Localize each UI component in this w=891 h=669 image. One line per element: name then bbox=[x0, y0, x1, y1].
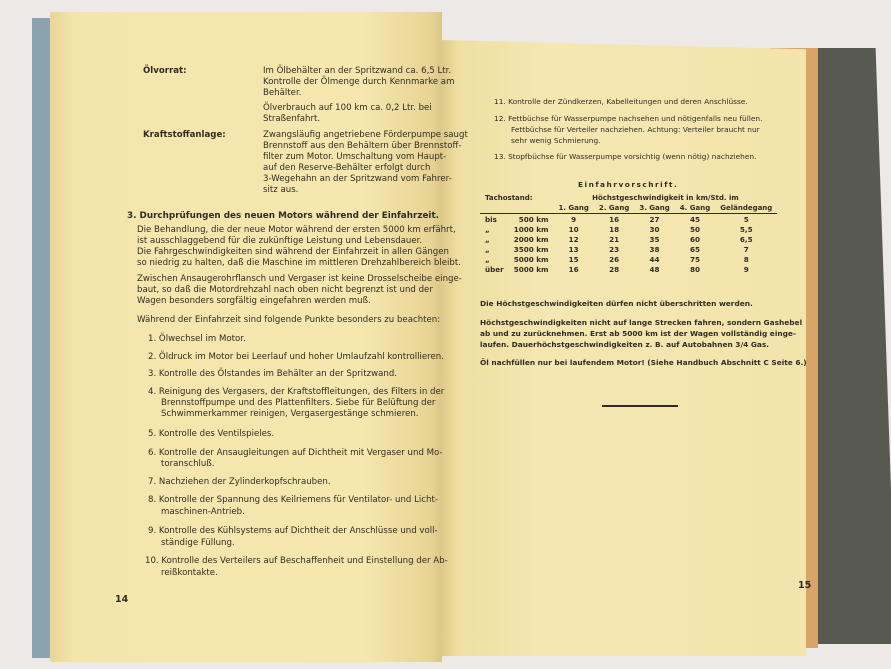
list-item: 12. Fettbüchse für Wasserpumpe nachsehen und nötigenfalls neu füllen. bbox=[494, 114, 763, 123]
note-oil: Öl nachfüllen nur bei laufendem Motor! (Siehe Handbuch Abschnitt C Seite 6.) bbox=[480, 358, 807, 367]
paragraph-line: baut, so daß die Motordrehzahl nach oben nicht begrenzt ist und der bbox=[137, 285, 433, 295]
tachostand-header: Tachostand: bbox=[485, 194, 533, 202]
page-number: 14 bbox=[115, 594, 129, 605]
row-prefix: „ bbox=[485, 244, 490, 254]
list-item: 1. Ölwechsel im Motor. bbox=[148, 334, 246, 344]
table-cell: 18 bbox=[609, 224, 620, 234]
table-row bbox=[480, 244, 777, 254]
table-cell: 15 bbox=[568, 254, 579, 264]
table-cell: 8 bbox=[743, 254, 749, 264]
table-cell: 9 bbox=[743, 264, 749, 274]
table-cell: 16 bbox=[609, 214, 620, 224]
kraftstoff-line: Zwangsläufig angetriebene Förderpumpe saugt bbox=[263, 130, 468, 140]
note-line: ab und zu zurücknehmen. Erst ab 5000 km ist der Wagen vollständig einge- bbox=[480, 329, 796, 338]
section-heading: 3. Durchprüfungen des neuen Motors während der Einfahrzeit. bbox=[127, 211, 439, 221]
table-cell: 5 bbox=[743, 214, 749, 224]
table-row bbox=[480, 224, 777, 234]
table-cell: 16 bbox=[568, 264, 579, 274]
table-title: Einfahrvorschrift. bbox=[578, 180, 679, 189]
table-cell: 26 bbox=[609, 254, 620, 264]
row-prefix: „ bbox=[485, 254, 490, 264]
row-prefix: bis bbox=[485, 214, 497, 224]
list-item: 13. Stopfbüchse für Wasserpumpe vorsichtig (wenn nötig) nachziehen. bbox=[494, 152, 757, 161]
row-prefix: über bbox=[485, 264, 504, 274]
note-line: Höchstgeschwindigkeiten nicht auf lange Strecken fahren, sondern Gashebel bbox=[480, 318, 803, 327]
speed-table bbox=[480, 193, 777, 274]
column-header: Geländegang bbox=[715, 203, 777, 214]
list-item: 4. Reinigung des Vergasers, der Kraftstoffleitungen, des Filters in der bbox=[148, 387, 445, 397]
list-item: 8. Kontrolle der Spannung des Keilriemens für Ventilator- und Licht- bbox=[148, 495, 438, 505]
row-km: 1000 km bbox=[513, 224, 549, 234]
table-cell: 30 bbox=[649, 224, 660, 234]
table-row bbox=[480, 254, 777, 264]
list-item-cont: toranschluß. bbox=[161, 459, 215, 469]
paragraph-line: ist ausschlaggebend für die zukünftige Leistung und Lebensdauer. bbox=[137, 236, 423, 246]
note-line: laufen. Dauerhöchstgeschwindigkeiten z. B. auf Autobahnen 3/4 Gas. bbox=[480, 340, 770, 349]
row-km: 500 km bbox=[518, 214, 549, 224]
table-row bbox=[480, 214, 777, 225]
column-header: 4. Gang bbox=[675, 203, 715, 214]
list-item: 7. Nachziehen der Zylinderkopfschrauben. bbox=[148, 477, 331, 487]
table-cell: 9 bbox=[571, 214, 577, 224]
table-cell: 10 bbox=[568, 224, 579, 234]
paragraph-line: Zwischen Ansaugerohrflansch und Vergaser ist keine Drosselscheibe einge- bbox=[137, 274, 462, 284]
table-cell: 80 bbox=[689, 264, 700, 274]
oelvorrat-line: Straßenfahrt. bbox=[263, 114, 321, 124]
table-cell: 65 bbox=[689, 244, 700, 254]
table-cell: 35 bbox=[649, 234, 660, 244]
divider-rule bbox=[602, 405, 678, 407]
group-header: Höchstgeschwindigkeit in km/Std. im bbox=[592, 194, 739, 202]
table-cell: 27 bbox=[649, 214, 660, 224]
list-item-cont: Fettbüchse für Verteiler nachziehen. Achtung: Verteiler braucht nur bbox=[511, 125, 760, 134]
table-cell: 12 bbox=[568, 234, 579, 244]
oelvorrat-line: Kontrolle der Ölmenge durch Kennmarke am bbox=[263, 77, 455, 87]
paragraph-line: Wagen besonders sorgfältig eingefahren werden muß. bbox=[137, 296, 371, 306]
oelvorrat-label: Ölvorrat: bbox=[143, 66, 187, 76]
list-item-cont: Brennstoffpumpe und des Plattenfilters. Siebe für Belüftung der bbox=[161, 398, 436, 408]
kraftstoff-line: Brennstoff aus den Behältern über Brennstoff- bbox=[263, 141, 462, 151]
row-km: 5000 km bbox=[513, 264, 549, 274]
table-row bbox=[480, 264, 777, 274]
row-km: 5000 km bbox=[513, 254, 549, 264]
page-number: 15 bbox=[798, 580, 812, 591]
table-cell: 50 bbox=[689, 224, 700, 234]
table-cell: 48 bbox=[649, 264, 660, 274]
list-item: 11. Kontrolle der Zündkerzen, Kabelleitungen und deren Anschlüsse. bbox=[494, 97, 748, 106]
kraftstoff-line: sitz aus. bbox=[263, 185, 299, 195]
paragraph-line: Die Fahrgeschwindigkeiten sind während der Einfahrzeit in allen Gängen bbox=[137, 247, 449, 257]
list-item-cont: maschinen-Antrieb. bbox=[161, 507, 245, 517]
row-km: 2000 km bbox=[513, 234, 549, 244]
table-cell: 28 bbox=[609, 264, 620, 274]
kraftstoff-label: Kraftstoffanlage: bbox=[143, 130, 226, 140]
paragraph-line: Die Behandlung, die der neue Motor während der ersten 5000 km erfährt, bbox=[137, 225, 456, 235]
oelvorrat-line: Behälter. bbox=[263, 88, 302, 98]
row-km: 3500 km bbox=[513, 244, 549, 254]
table-cell: 23 bbox=[609, 244, 620, 254]
table-cell: 13 bbox=[568, 244, 579, 254]
list-item: 5. Kontrolle des Ventilspieles. bbox=[148, 429, 275, 439]
list-item-cont: sehr wenig Schmierung. bbox=[511, 136, 601, 145]
kraftstoff-line: auf den Reserve-Behälter erfolgt durch bbox=[263, 163, 431, 173]
column-header: 1. Gang bbox=[553, 203, 593, 214]
kraftstoff-line: filter zum Motor. Umschaltung vom Haupt- bbox=[263, 152, 447, 162]
list-item: 6. Kontrolle der Ansaugleitungen auf Dichtheit mit Vergaser und Mo- bbox=[148, 448, 443, 458]
list-item: 10. Kontrolle des Verteilers auf Beschaffenheit und Einstellung der Ab- bbox=[145, 556, 448, 566]
list-item-cont: Schwimmerkammer reinigen, Vergasergestänge schmieren. bbox=[161, 409, 419, 419]
table-cell: 21 bbox=[609, 234, 620, 244]
row-prefix: „ bbox=[485, 224, 490, 234]
oelvorrat-line: Ölverbrauch auf 100 km ca. 0,2 Ltr. bei bbox=[263, 103, 432, 113]
table-cell: 60 bbox=[689, 234, 700, 244]
table-cell: 44 bbox=[649, 254, 660, 264]
row-prefix: „ bbox=[485, 234, 490, 244]
table-cell: 45 bbox=[689, 214, 700, 224]
oelvorrat-line: Im Ölbehälter an der Spritzwand ca. 6,5 Ltr. bbox=[263, 66, 452, 76]
kraftstoff-line: 3-Wegehahn an der Spritzwand vom Fahrer- bbox=[263, 174, 452, 184]
table-cell: 75 bbox=[689, 254, 700, 264]
paragraph-line: Während der Einfahrzeit sind folgende Punkte besonders zu beachten: bbox=[137, 315, 441, 325]
table-cell: 38 bbox=[649, 244, 660, 254]
table-cell: 5,5 bbox=[739, 224, 753, 234]
table-row bbox=[480, 234, 777, 244]
list-item: 9. Kontrolle des Kühlsystems auf Dichtheit der Anschlüsse und voll- bbox=[148, 526, 438, 536]
column-header: 2. Gang bbox=[594, 203, 634, 214]
list-item-cont: ständige Füllung. bbox=[161, 538, 235, 548]
table-cell: 6,5 bbox=[739, 234, 753, 244]
column-header: 3. Gang bbox=[634, 203, 674, 214]
note-max-speed: Die Höchstgeschwindigkeiten dürfen nicht überschritten werden. bbox=[480, 299, 753, 308]
list-item: 2. Öldruck im Motor bei Leerlauf und hoher Umlaufzahl kontrollieren. bbox=[148, 352, 444, 362]
list-item-cont: reißkontakte. bbox=[161, 568, 218, 578]
paragraph-line: so niedrig zu halten, daß die Maschine im mittleren Drehzahlbereich bleibt. bbox=[137, 258, 461, 268]
table-cell: 7 bbox=[743, 244, 749, 254]
list-item: 3. Kontrolle des Ölstandes im Behälter an der Spritzwand. bbox=[148, 369, 398, 379]
